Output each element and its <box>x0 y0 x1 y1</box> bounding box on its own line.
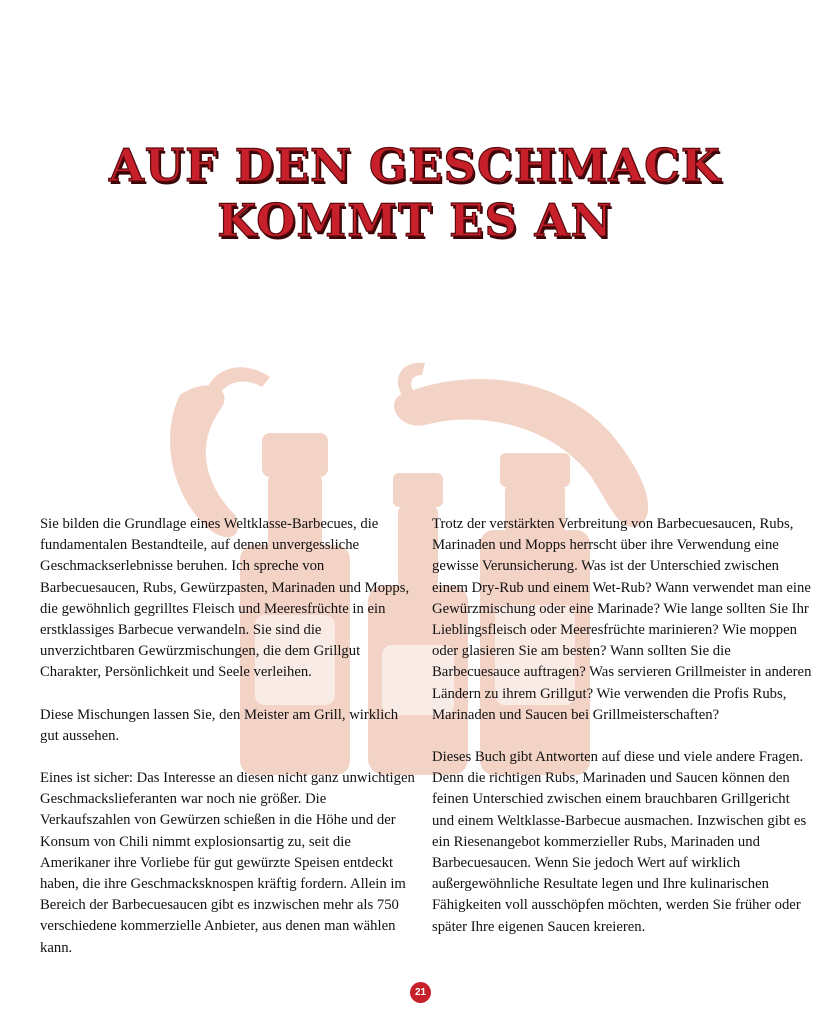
paragraph: Eines ist sicher: Das Interesse an diesen nicht ganz unwichtigen Geschmackslieferanten war noch nie größer. Die Verkaufszahlen von Gewürzen schießen in die Höhe und der Konsum von Chili nimmt explosionsartig zu, seit die Amerikaner ihre Vorliebe für gut gewürzte Speisen entdeckt haben, die ihre Geschmacksknospen kräftig fordern. Allein im Bereich der Barbecuesaucen gibt es inzwischen mehr als 750 verschiedene kommerzielle Anbieter, aus denen man wählen kann. <box>40 770 415 956</box>
left-text-column <box>40 514 418 980</box>
chili-left-stem-icon <box>205 367 270 400</box>
paragraph: Sie bilden die Grundlage eines Weltklasse-Barbecues, die fundamentalen Bestandteile, auf denen unvergessliche Geschmackserlebnisse beruhen. Ich spreche von Barbecuesaucen, Rubs, Gewürzpasten, Marinaden und Mopps, die gewöhnlich gegrilltes Fleisch und Meeresfrüchte in ein erstklassiges Barbecue verwandeln. Sie sind die unverzichtbaren Gewürzmischungen, die dem Grillgut Charakter, Persönlichkeit und Seele verleihen. <box>40 516 410 681</box>
title-line-2: KOMMT ES AN <box>217 194 613 247</box>
right-text-column <box>432 514 812 959</box>
title-line-1: AUF DEN GESCHMACK <box>108 139 722 192</box>
page-title <box>0 138 830 248</box>
paragraph: Trotz der verstärkten Verbreitung von Barbecuesaucen, Rubs, Marinaden und Mopps herrscht über ihre Verwendung eine gewisse Verunsicherung. Was ist der Unterschied zwischen einem Dry-Rub und einem Wet-Rub? Wann verwendet man eine Gewürzmischung oder eine Marinade? Wie lange sollten Sie Ihr Lieblingsfleisch oder Meeresfrüchte marinieren? Wie moppen oder glasieren Sie am besten? Wann sollten Sie die Barbecuesauce auftragen? Was servieren Grillmeister in anderen Ländern zu ihrem Grillgut? Wie verwenden die Profis Rubs, Marinaden und Saucen bei Grillmeisterschaften? <box>432 516 812 723</box>
paragraph: Dieses Buch gibt Antworten auf diese und viele andere Fragen. Denn die richtigen Rubs, Marinaden und Saucen können den feinen Unterschied zwischen einem brauchbaren Grillgericht und einem Weltklasse-Barbecue ausmachen. Inzwischen gibt es ein Riesenangebot kommerzieller Rubs, Marinaden und Barbecuesaucen. Wenn Sie jedoch Wert auf wirklich außergewöhnliche Resultate legen und Ihre kulinarischen Fähigkeiten voll ausschöpfen möchten, werden Sie früher oder später Ihre eigenen Saucen kreieren. <box>432 749 807 935</box>
page-number-badge: 21 <box>410 982 431 1003</box>
paragraph: Diese Mischungen lassen Sie, den Meister am Grill, wirklich gut aussehen. <box>40 706 399 744</box>
